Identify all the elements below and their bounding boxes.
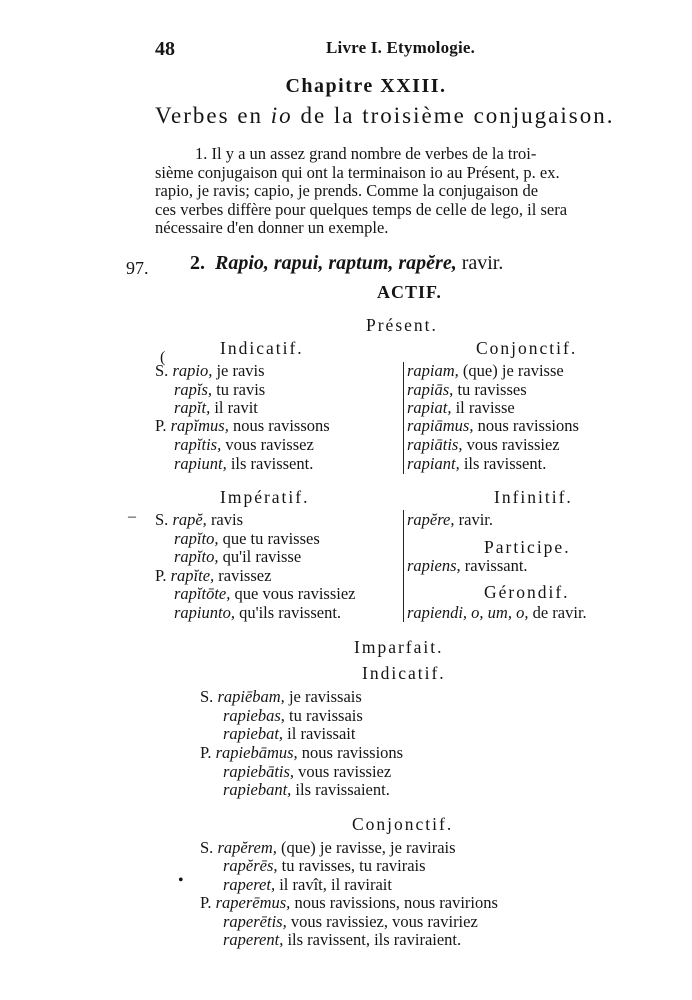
column-divider	[403, 362, 404, 474]
imperatif-row: S. rapĕ, ravis	[155, 510, 244, 529]
intro-line: nécessaire d'en donner un exemple.	[155, 218, 389, 237]
imparfait-conjonctif-row: raperent, ils ravissent, ils raviraient.	[223, 930, 462, 949]
imparfait-conjonctif-row: raperētis, vous ravissiez, vous raviriez	[223, 912, 478, 931]
margin-mark: (	[160, 349, 166, 366]
present-conjonctif-row: rapiam, (que) je ravisse	[407, 361, 564, 380]
present-conjonctif-row: rapiat, il ravisse	[407, 398, 515, 417]
present-indicatif-row: rapĭt, il ravit	[174, 398, 258, 417]
imparfait-indicatif-row: rapiebant, ils ravissaient.	[223, 780, 390, 799]
mood-gerondif-label: Gérondif.	[484, 582, 570, 602]
present-indicatif-row: S. rapio, je ravis	[155, 361, 265, 380]
present-indicatif-row: rapĭs, tu ravis	[174, 380, 266, 399]
margin-mark: –	[128, 508, 136, 525]
margin-mark: •	[178, 872, 184, 889]
imparfait-indicatif-row: S. rapiēbam, je ravissais	[200, 687, 362, 706]
chapter-title: Chapitre XXIII.	[285, 75, 447, 97]
imparfait-conjonctif-row: P. raperēmus, nous ravissions, nous ravirions	[200, 893, 498, 912]
mood-conjonctif-label: Conjonctif.	[476, 338, 578, 358]
present-conjonctif-row: rapiātis, vous ravissiez	[407, 435, 560, 454]
gerondif-row: rapiendi, o, um, o, de ravir.	[407, 603, 587, 622]
margin-section-number: 97.	[126, 258, 149, 278]
participe-row: rapiens, ravissant.	[407, 556, 528, 575]
present-indicatif-row: P. rapĭmus, nous ravissons	[155, 416, 330, 435]
imperatif-row: P. rapĭte, ravissez	[155, 566, 272, 585]
intro-line: ces verbes diffère pour quelques temps de celle de lego, il sera	[155, 199, 568, 219]
intro-line: 1. Il y a un assez grand nombre de verbes de la troi-	[195, 144, 537, 163]
mood-imperatif-label: Impératif.	[220, 487, 310, 507]
imperatif-row: rapĭto, que tu ravisses	[174, 529, 320, 548]
running-head: Livre I. Etymologie.	[326, 38, 476, 57]
imparfait-indicatif-label: Indicatif.	[362, 663, 446, 683]
present-conjonctif-row: rapiant, ils ravissent.	[407, 454, 547, 473]
voice-label: ACTIF.	[377, 282, 442, 302]
imparfait-indicatif-row: rapiebat, il ravissait	[223, 724, 356, 743]
present-indicatif-row: rapĭtis, vous ravissez	[174, 435, 314, 454]
chapter-subtitle: Verbes en io de la troisième conjugaison.	[155, 103, 615, 128]
present-conjonctif-row: rapiāmus, nous ravissions	[407, 416, 579, 435]
intro-paragraph	[155, 145, 665, 238]
present-indicatif-row: rapiunt, ils ravissent.	[174, 454, 314, 473]
mood-indicatif-label: Indicatif.	[220, 338, 304, 358]
imperatif-row: rapĭtōte, que vous ravissiez	[174, 584, 356, 603]
imparfait-conjonctif-row: raperet, il ravît, il ravirait	[223, 875, 392, 894]
imparfait-conjonctif-label: Conjonctif.	[352, 814, 454, 834]
imperatif-row: rapiunto, qu'ils ravissent.	[174, 603, 342, 622]
mood-participe-label: Participe.	[484, 537, 571, 557]
tense-imparfait-label: Imparfait.	[354, 637, 444, 657]
imparfait-conjonctif-row: S. rapĕrem, (que) je ravisse, je ravirais	[200, 838, 456, 857]
tense-present-label: Présent.	[366, 315, 438, 335]
imperatif-row: rapĭto, qu'il ravisse	[174, 547, 302, 566]
page-number: 48	[155, 38, 175, 60]
imparfait-indicatif-row: rapiebas, tu ravissais	[223, 706, 363, 725]
present-conjonctif-row: rapiās, tu ravisses	[407, 380, 527, 399]
imparfait-indicatif-row: P. rapiebāmus, nous ravissions	[200, 743, 404, 762]
infinitif-row: rapĕre, ravir.	[407, 510, 494, 529]
imparfait-indicatif-row: rapiebātis, vous ravissiez	[223, 762, 392, 781]
verb-heading: 2. Rapio, rapui, raptum, rapĕre, ravir.	[190, 252, 504, 274]
imparfait-conjonctif-row: rapĕrēs, tu ravisses, tu ravirais	[223, 856, 426, 875]
intro-line: rapio, je ravis; capio, je prends. Comme la conjugaison de	[155, 181, 539, 200]
mood-infinitif-label: Infinitif.	[494, 487, 573, 507]
column-divider	[403, 510, 404, 622]
intro-line: sième conjugaison qui ont la terminaison io au Présent, p. ex.	[155, 162, 560, 182]
